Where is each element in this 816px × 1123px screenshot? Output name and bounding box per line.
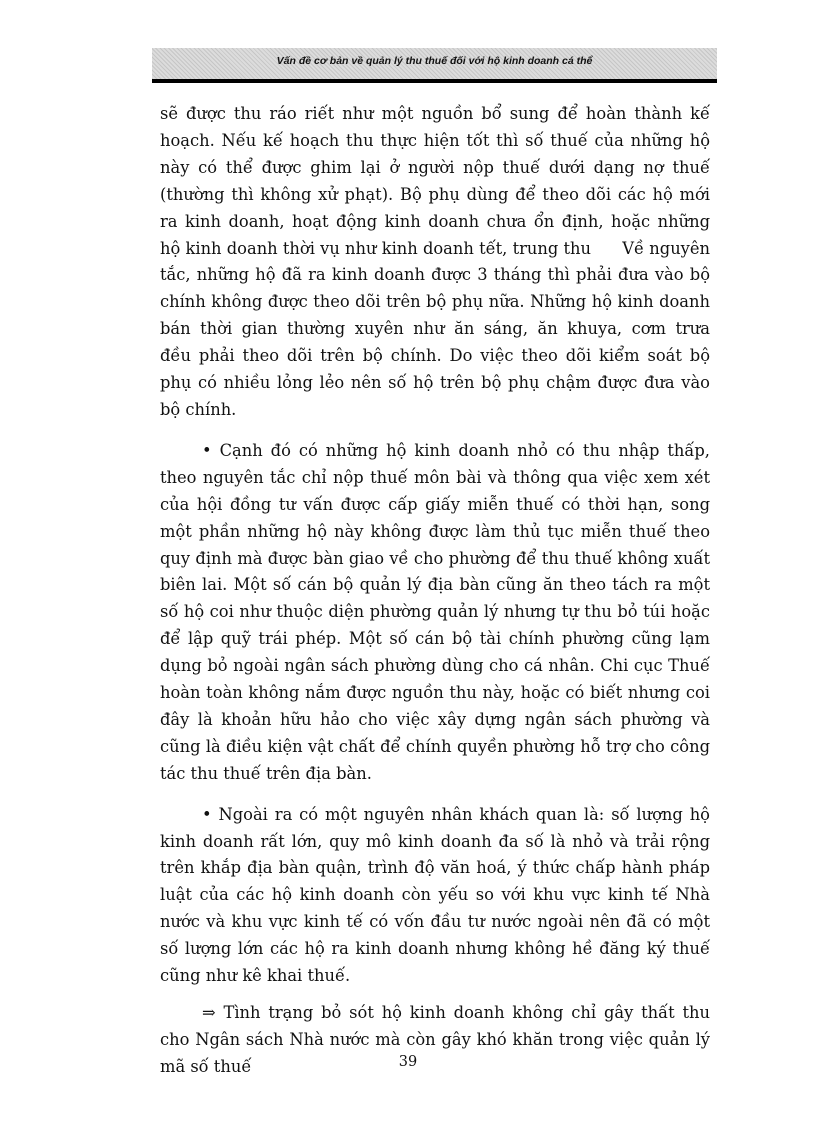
paragraph-bullet-2: • Ngoài ra có một nguyên nhân khách quan là: số lượng hộ kinh doanh rất lớn, quy mô kinh doanh đa số là nhỏ và trải rộng trên khắp địa bàn quận, trình độ văn hoá, ý thức chấp hành pháp luật của các hộ kinh doanh còn yếu so với khu vực kinh tế Nhà nước và khu vực kinh tế có vốn đầu tư nước ngoài nên đã có một số lượng lớn các hộ ra kinh doanh nhưng không hề đăng ký thuế cũng như kê khai thuế. bbox=[160, 804, 710, 986]
running-header bbox=[152, 48, 717, 79]
paragraph-continuation: sẽ được thu ráo riết như một nguồn bổ sung để hoàn thành kế hoạch. Nếu kế hoạch thu thực hiện tốt thì số thuế của những hộ này có thể được ghim lại ở người nộp thuế dưới dạng nợ thuế (thường thì không xử phạt). Bộ phụ dùng để theo dõi các hộ mới ra kinh doanh, hoạt động kinh doanh chưa ổn định, hoặc những hộ kinh doanh thời vụ như kinh doanh tết, trung thu Về nguyên tắc, những hộ đã ra kinh doanh được 3 tháng thì phải đưa vào bộ chính không được theo dõi trên bộ phụ nữa. Những hộ kinh doanh bán thời gian thường xuyên như ăn sáng, ăn khuya, cơm trưa đều phải theo dõi trên bộ chính. Do việc theo dõi kiểm soát bộ phụ có nhiều lỏng lẻo nên số hộ trên bộ phụ chậm được đưa vào bộ chính. bbox=[160, 104, 742, 419]
paragraph-bullet-1: • Cạnh đó có những hộ kinh doanh nhỏ có thu nhập thấp, theo nguyên tắc chỉ nộp thuế môn bài và thông qua việc xem xét của hội đồng tư vấn được cấp giấy miễn thuế có thời hạn, song một phần những hộ này không được làm thủ tục miễn thuế theo quy định mà được bàn giao về cho phường để thu thuế không xuất biên lai. Một số cán bộ quản lý địa bàn cũng ăn theo tách ra một số hộ coi như thuộc diện phường quản lý nhưng tự thu bỏ túi hoặc để lập quỹ trái phép. Một số cán bộ tài chính phường cũng lạm dụng bỏ ngoài ngân sách phường dùng cho cá nhân. Chi cục Thuế hoàn toàn không nắm được nguồn thu này, hoặc có biết nhưng coi đây là khoản hữu hảo cho việc xây dựng ngân sách phường và cũng là điều kiện vật chất để chính quyền phường hỗ trợ cho công tác thu thuế trên địa bàn. bbox=[160, 440, 710, 783]
paragraph-conclusion: ⇒ Tình trạng bỏ sót hộ kinh doanh không chỉ gây thất thu cho Ngân sách Nhà nước mà còn gây khó khăn trong việc quản lý mã số thuế bbox=[160, 1003, 710, 1076]
page-body bbox=[160, 101, 742, 1081]
page-number: 39 bbox=[398, 1054, 418, 1070]
header-rule bbox=[152, 79, 717, 83]
header-title: Vấn đề cơ bản về quản lý thu thuế đối với hộ kinh doanh cá thể bbox=[276, 55, 593, 67]
